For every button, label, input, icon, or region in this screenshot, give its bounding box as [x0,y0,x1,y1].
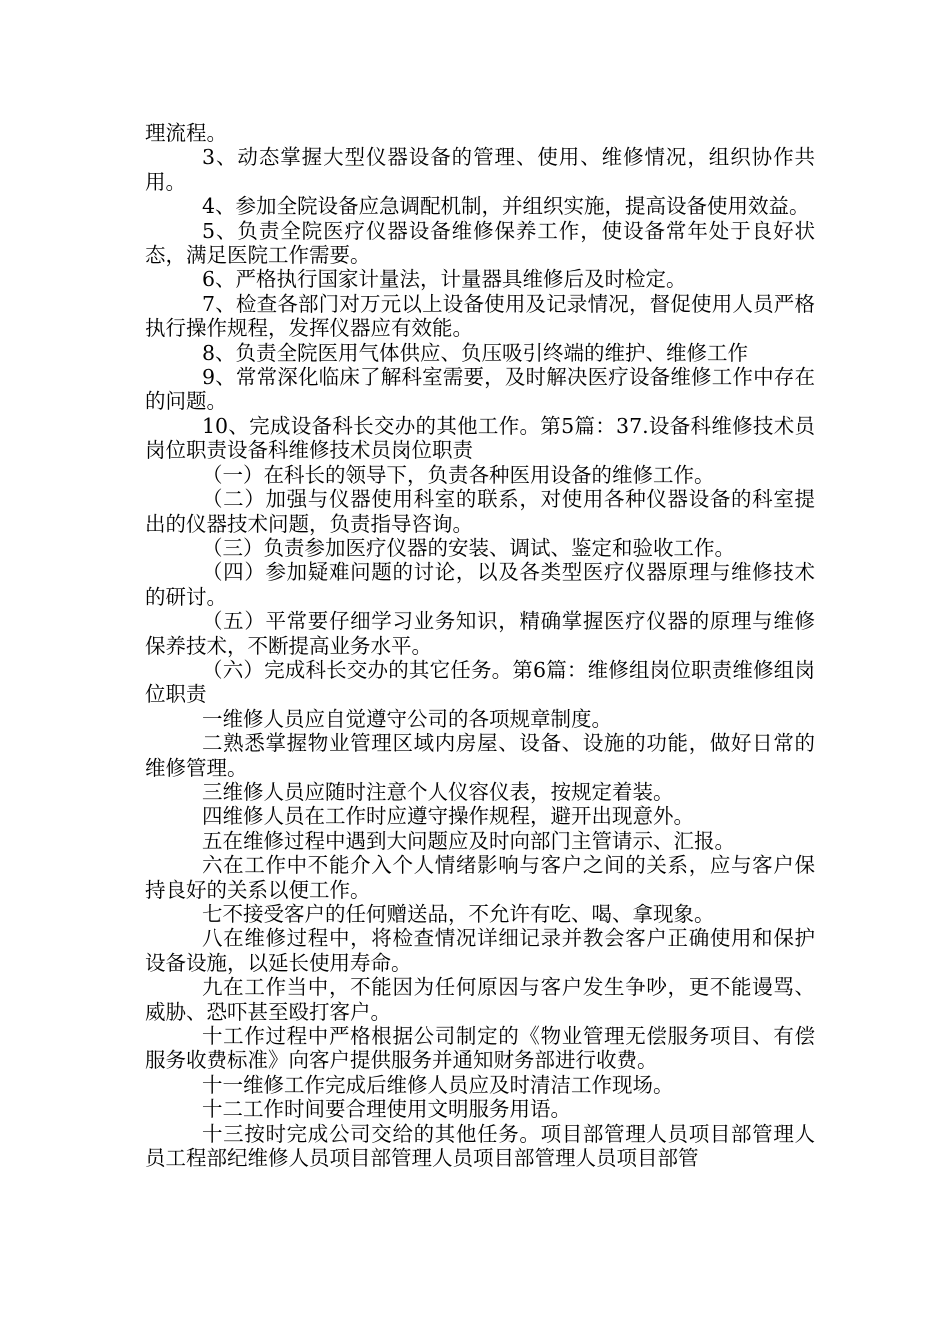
paragraph: 4、参加全院设备应急调配机制，并组织实施，提高设备使用效益。 [202,194,810,219]
paragraph: 二熟悉掌握物业管理区域内房屋、设备、设施的功能，做好日常的维修管理。 [145,731,815,780]
paragraph: 10、完成设备科长交办的其他工作。第5篇：37.设备科维修技术员岗位职责设备科维修技术员岗位职责 [145,413,815,463]
paragraph: （三）负责参加医疗仪器的安装、调试、鉴定和验收工作。 [202,535,735,560]
paragraph: 6、严格执行国家计量法，计量器具维修后及时检定。 [202,267,687,292]
paragraph: （四）参加疑难问题的讨论，以及各类型医疗仪器原理与维修技术的研讨。 [145,560,815,609]
paragraph: 一维修人员应自觉遵守公司的各项规章制度。 [202,706,612,731]
paragraph: 十二工作时间要合理使用文明服务用语。 [202,1097,571,1122]
paragraph: 十工作过程中严格根据公司制定的《物业管理无偿服务项目、有偿服务收费标准》向客户提供服务并通知财务部进行收费。 [145,1024,815,1073]
paragraph: 十一维修工作完成后维修人员应及时清洁工作现场。 [202,1072,674,1097]
paragraph: 9、常常深化临床了解科室需要，及时解决医疗设备维修工作中存在的问题。 [145,365,815,414]
paragraph: 七不接受客户的任何赠送品，不允许有吃、喝、拿现象。 [202,902,715,926]
paragraph: 四维修人员在工作时应遵守操作规程，避开出现意外。 [202,804,694,829]
paragraph: （六）完成科长交办的其它任务。第6篇：维修组岗位职责维修组岗位职责 [145,657,815,707]
paragraph: （五）平常要仔细学习业务知识，精确掌握医疗仪器的原理与维修保养技术，不断提高业务水平。 [145,609,815,658]
paragraph: 九在工作当中，不能因为任何原因与客户发生争吵，更不能谩骂、威胁、恐吓甚至殴打客户。 [145,975,815,1024]
paragraph: 八在维修过程中，将检查情况详细记录并教会客户正确使用和保护设备设施，以延长使用寿命。 [145,926,815,975]
paragraph: 7、检查各部门对万元以上设备使用及记录情况，督促使用人员严格执行操作规程，发挥仪器应有效能。 [145,291,815,341]
paragraph: （一）在科长的领导下，负责各种医用设备的维修工作。 [202,462,715,487]
paragraph: 十三按时完成公司交给的其他任务。项目部管理人员项目部管理人员工程部纪维修人员项目部管理人员项目部管理人员项目部管 [145,1121,815,1171]
paragraph: 理流程。 [145,121,227,145]
paragraph: 8、负责全院医用气体供应、负压吸引终端的维护、维修工作 [202,340,749,365]
document-body [145,121,815,1170]
paragraph: （二）加强与仪器使用科室的联系，对使用各种仪器设备的科室提出的仪器技术问题，负责指导咨询。 [145,487,815,536]
paragraph: 3、动态掌握大型仪器设备的管理、使用、维修情况，组织协作共用。 [145,145,815,194]
paragraph: 六在工作中不能介入个人情绪影响与客户之间的关系，应与客户保持良好的关系以便工作。 [145,853,815,902]
paragraph: 5、负责全院医疗仪器设备维修保养工作，使设备常年处于良好状态，满足医院工作需要。 [145,218,815,268]
paragraph: 三维修人员应随时注意个人仪容仪表，按规定着装。 [202,779,674,804]
paragraph: 五在维修过程中遇到大问题应及时向部门主管请示、汇报。 [202,828,735,853]
